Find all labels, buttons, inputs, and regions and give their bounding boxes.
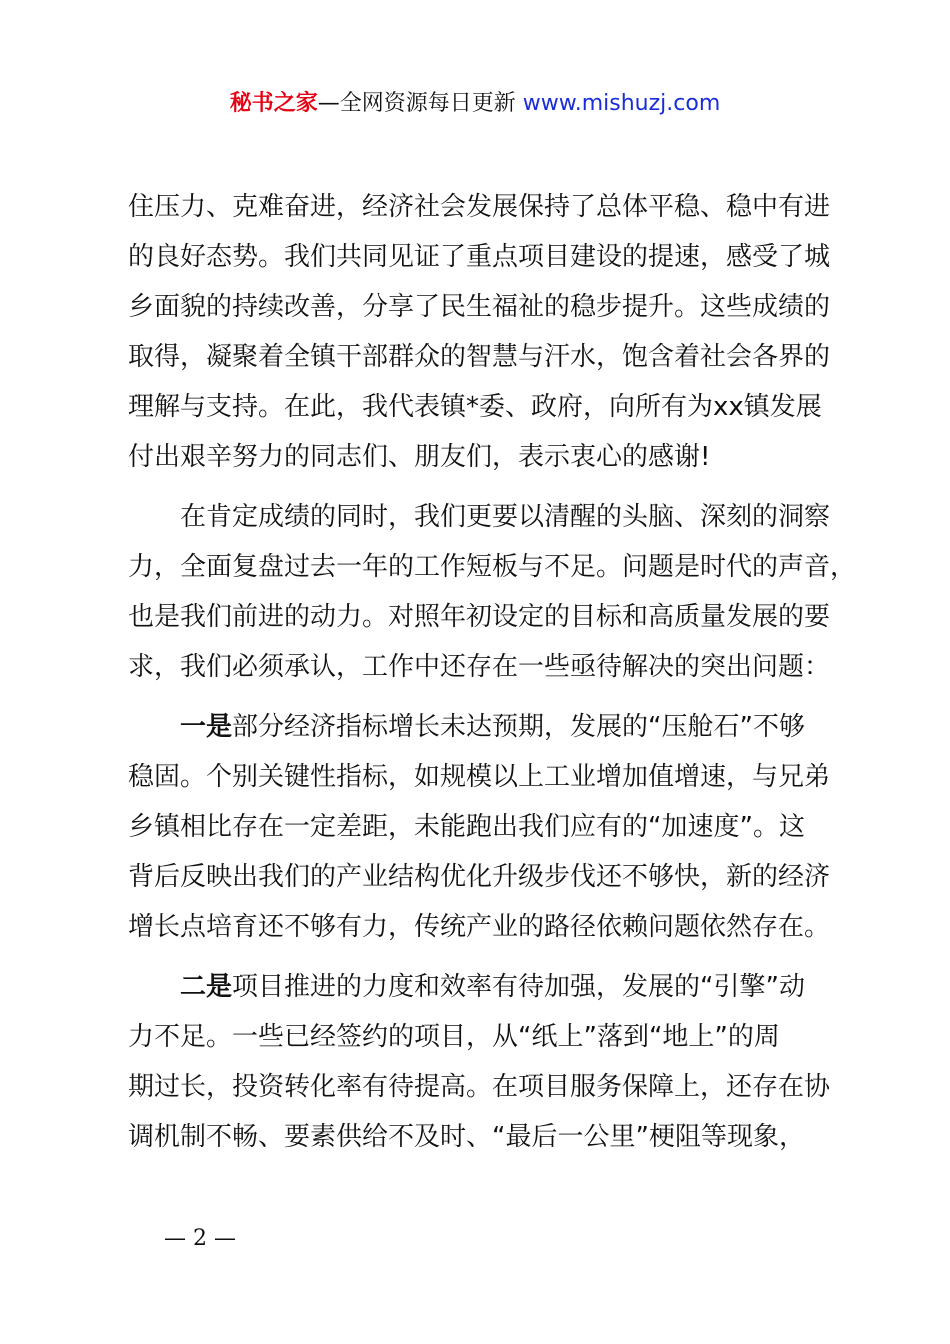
text-line: 力，全面复盘过去一年的工作短板与不足。问题是时代的声音， [128,552,857,582]
paragraph-2 [128,492,857,692]
lead-label: 二是 [180,972,233,1002]
brand-name: 秘书之家 [229,91,318,116]
paragraph-4 [128,962,836,1162]
text-line: 付出艰辛努力的同志们、朋友们，表示衷心的感谢! [128,442,711,472]
text-line: 在肯定成绩的同时，我们更要以清醒的头脑、深刻的洞察 [128,502,831,532]
text-line: 背后反映出我们的产业结构优化升级步伐还不够快，新的经济 [128,862,831,892]
text-line [128,962,836,1012]
text-line: 乡面貌的持续改善，分享了民生福祉的稳步提升。这些成绩的 [128,292,831,322]
text-line-rest: 部分经济指标增长未达预期，发展的“压舱石”不够 [232,712,805,742]
text-line: 住压力、克难奋进，经济社会发展保持了总体平稳、稳中有进 [128,192,831,222]
header-tagline: —全网资源每日更新 [317,91,516,116]
text-line: 调机制不畅、要素供给不及时、“最后一公里”梗阻等现象， [128,1122,805,1152]
text-line: 乡镇相比存在一定差距，未能跑出我们应有的“加速度”。这 [128,812,805,842]
text-line: 的良好态势。我们共同见证了重点项目建设的提速，感受了城 [128,242,831,272]
paragraph-3 [128,702,836,952]
text-line [128,702,836,752]
document-body [128,182,857,1172]
text-line: 稳固。个别关键性指标，如规模以上工业增加值增速，与兄弟 [128,762,831,792]
page-header [0,88,950,120]
text-line: 也是我们前进的动力。对照年初设定的目标和高质量发展的要 [128,602,831,632]
text-line: 期过长，投资转化率有待提高。在项目服务保障上，还存在协 [128,1072,831,1102]
page-number: — 2 — [164,1226,236,1251]
site-url-link[interactable]: www.mishuzj.com [522,91,721,116]
paragraph-1 [128,182,836,482]
text-line: 力不足。一些已经签约的项目，从“纸上”落到“地上”的周 [128,1022,780,1052]
text-line: 求，我们必须承认，工作中还存在一些亟待解决的突出问题： [128,652,831,682]
text-line: 取得，凝聚着全镇干部群众的智慧与汗水，饱含着社会各界的 [128,342,831,372]
text-line-rest: 项目推进的力度和效率有待加强，发展的“引擎”动 [232,972,805,1002]
lead-label: 一是 [180,712,233,742]
text-line: 增长点培育还不够有力，传统产业的路径依赖问题依然存在。 [128,912,831,942]
text-line: 理解与支持。在此，我代表镇*委、政府，向所有为xx镇发展 [128,392,822,422]
